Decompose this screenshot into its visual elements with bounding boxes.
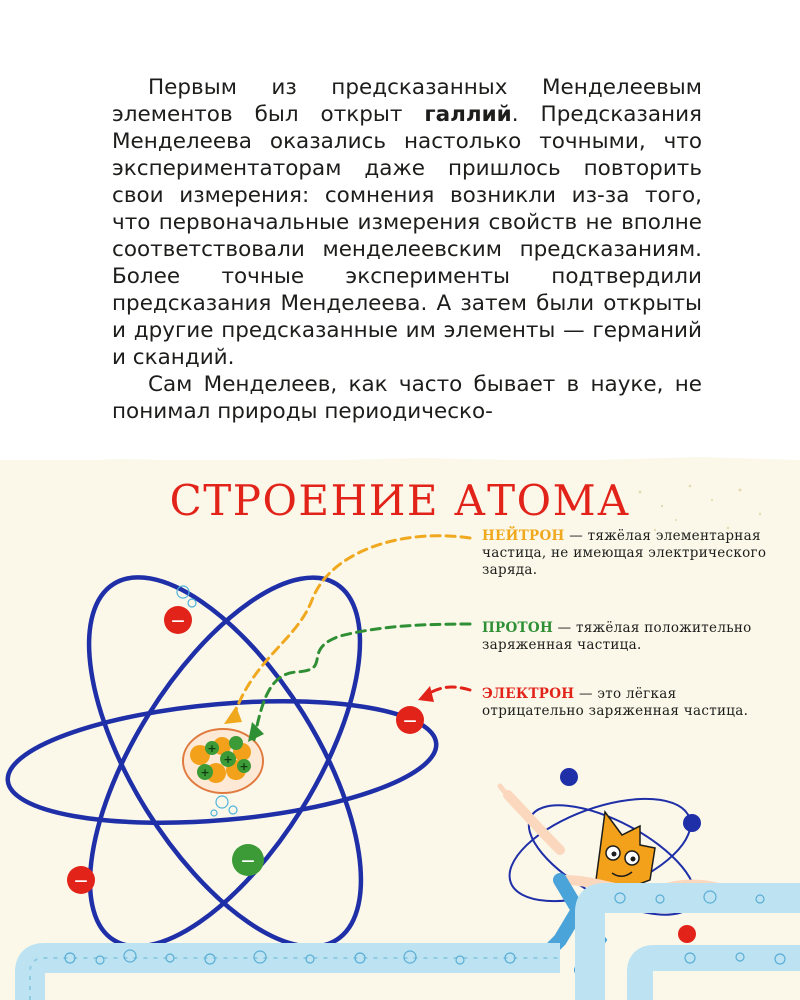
atom-title: СТРОЕНИЕ АТОМА <box>169 476 631 525</box>
proton-sign-2: + <box>223 753 233 766</box>
electron-term: ЭЛЕКТРОН <box>482 686 575 702</box>
electron-bottom-green <box>232 844 264 876</box>
proton-term: ПРОТОН <box>482 620 554 636</box>
electron-right <box>396 706 424 734</box>
electron-arrow <box>428 687 470 694</box>
neutron-definition <box>482 528 782 579</box>
electron-left-sign: — <box>74 874 88 889</box>
electron-left <box>67 866 95 894</box>
scientist-character <box>496 768 744 970</box>
proton-description: — тяжёлая положительно заряженная частица. <box>482 620 752 653</box>
paragraph-2: Сам Менделеев, как часто бывает в науке, не понимал природы периодическо- <box>112 372 702 424</box>
paragraph-1-start: Первым из предсказанных Менделеевым элементов был открыт <box>112 75 702 127</box>
electron-right-sign: — <box>403 714 417 729</box>
electron-bottom-sign: — <box>241 854 255 869</box>
electron-top-sign: — <box>171 614 185 629</box>
electron-definition <box>482 686 782 720</box>
bubble-tubes <box>30 891 800 1000</box>
proton-sign-4: + <box>207 742 217 755</box>
proton-sign-1: + <box>200 766 210 779</box>
pointer-arrows <box>232 536 470 740</box>
proton-sign-3: + <box>239 760 249 773</box>
electron-description: — это лёгкая отрицательно заряженная частица. <box>482 686 749 719</box>
proton-definition <box>482 620 782 654</box>
gallium-term: галлий <box>424 102 512 127</box>
neutron-term: НЕЙТРОН <box>482 528 565 544</box>
neutron-description: — тяжёлая элементарная частица, не имеющая электрического заряда. <box>482 528 767 578</box>
electron-top <box>164 606 192 634</box>
paragraph-1-end: . Предсказания Менделеева оказались настолько точными, что экспериментаторам даже пришлось повторить свои измерения: сомнения возникли из-за того, что первоначальные измерения свойств не вполне соответствовали менделеевским предсказаниям. Более точные эксперименты подтвердили предсказания Менделеева. А затем были открыты и другие предсказанные им элементы — германий и скандий. <box>112 102 702 370</box>
